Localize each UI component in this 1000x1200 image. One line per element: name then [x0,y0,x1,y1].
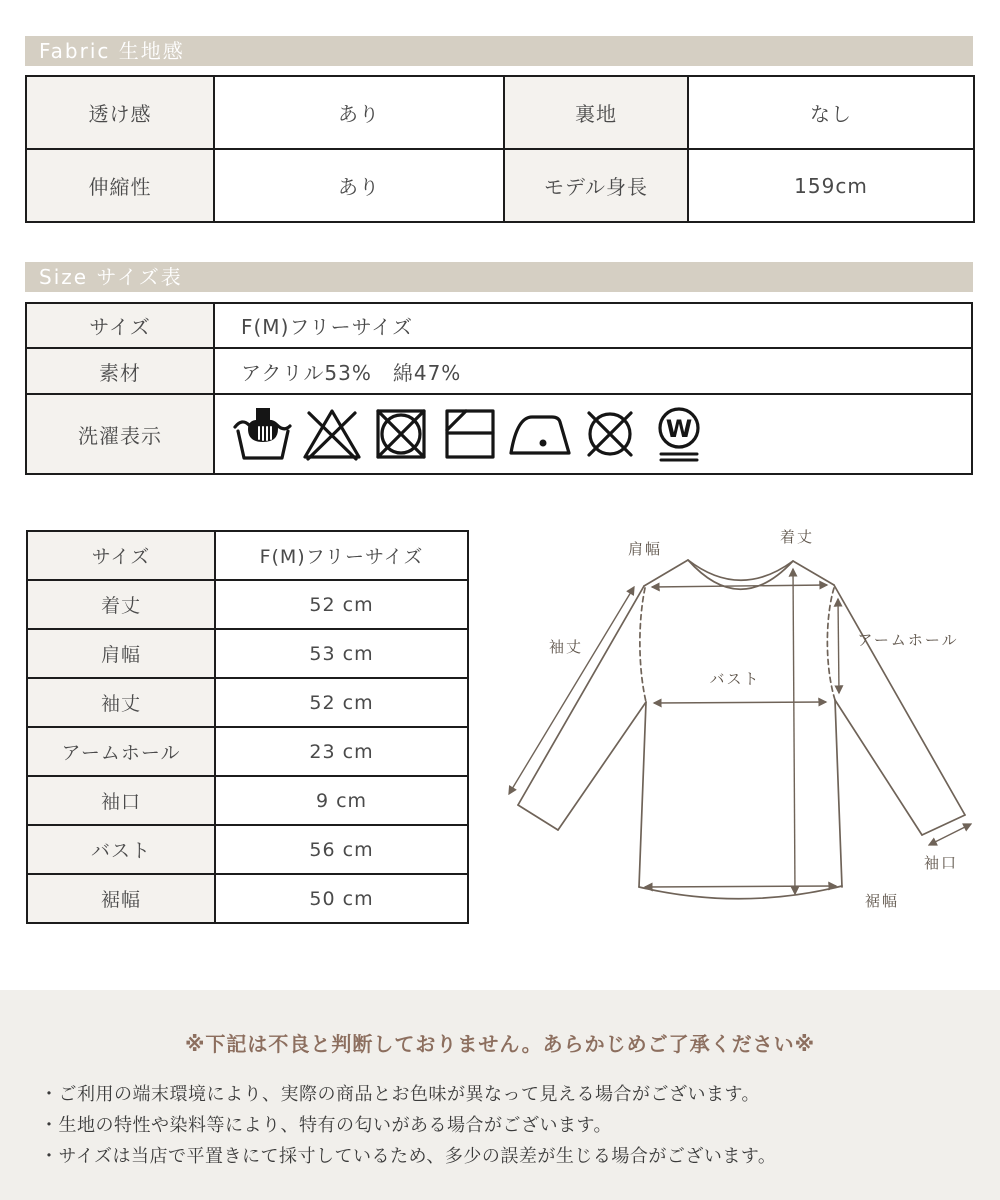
flat-dry-in-shade-icon [438,402,502,466]
measure-label-sleeve: 袖丈 [27,678,215,727]
measure-label-shoulder: 肩幅 [27,629,215,678]
table-row [27,629,468,678]
notice-item-color: ・ご利用の端末環境により、実際の商品とお色味が異なって見える場合がございます。 [40,1084,761,1105]
measure-header-label: サイズ [27,531,215,580]
garment-diagram-svg [488,512,988,942]
material-label: 素材 [26,348,214,394]
table-row [27,531,468,580]
do-not-tumble-dry-icon [369,402,433,466]
table-row [26,76,974,149]
measure-label-bust: バスト [27,825,215,874]
table-row [27,580,468,629]
table-row [27,727,468,776]
care-label: 洗濯表示 [26,394,214,474]
table-row [27,825,468,874]
notice-item-smell: ・生地の特性や染料等により、特有の匂いがある場合がございます。 [40,1115,613,1136]
measure-label-cuff: 袖口 [27,776,215,825]
measurement-table [26,530,469,924]
measure-value-shoulder: 53 cm [215,629,468,678]
do-not-dry-clean-icon [578,402,642,466]
diagram-label-sleeve-length: 袖丈 [548,638,584,656]
measure-value-cuff: 9 cm [215,776,468,825]
diagram-label-shoulder-width: 肩幅 [627,540,663,558]
measure-label-armhole: アームホール [27,727,215,776]
fabric-label-model-height: モデル身長 [504,149,688,222]
diagram-label-cuff: 袖口 [923,854,959,872]
fabric-value-sheerness: あり [214,76,504,149]
table-row [27,776,468,825]
care-symbols-cell [214,394,972,474]
wet-cleaning-gentle-icon [647,402,711,466]
garment-outline [518,560,965,899]
table-row [27,678,468,727]
fabric-label-stretch: 伸縮性 [26,149,214,222]
notice-heading: ※下記は不良と判断しておりません。あらかじめご了承ください※ [184,1032,816,1056]
table-row [26,394,972,474]
diagram-label-bust: バスト [709,670,761,688]
hand-wash-icon [231,402,295,466]
measure-header-value: F(M)フリーサイズ [215,531,468,580]
diagram-label-hem-width: 裾幅 [865,892,900,910]
measure-label-length: 着丈 [27,580,215,629]
measure-value-sleeve: 52 cm [215,678,468,727]
table-row [27,874,468,923]
fabric-value-model-height: 159cm [688,149,974,222]
notice-items [40,1079,1000,1172]
svg-text:W: W [665,415,693,443]
table-row [26,149,974,222]
care-icons-row [231,402,971,466]
measure-value-armhole: 23 cm [215,727,468,776]
fabric-label-lining: 裏地 [504,76,688,149]
table-row [26,303,972,348]
fabric-table [25,75,975,223]
notice-item-size-error: ・サイズは当店で平置きにて採寸しているため、多少の誤差が生じる場合がございます。 [40,1146,777,1167]
notice-section [0,990,1000,1200]
dimension-arrows [509,569,971,894]
measure-value-bust: 56 cm [215,825,468,874]
size-section-header: Size サイズ表 [25,262,973,292]
do-not-bleach-icon [300,402,364,466]
size-value: F(M)フリーサイズ [214,303,972,348]
material-value: アクリル53% 綿47% [214,348,972,394]
fabric-section-header: Fabric 生地感 [25,36,973,66]
fabric-value-lining: なし [688,76,974,149]
garment-measurement-diagram [488,512,988,942]
table-row [26,348,972,394]
measure-value-hem: 50 cm [215,874,468,923]
diagram-label-armhole: アームホール [857,631,959,649]
measure-value-length: 52 cm [215,580,468,629]
size-label: サイズ [26,303,214,348]
size-table [25,302,973,475]
fabric-label-sheerness: 透け感 [26,76,214,149]
measure-label-hem: 裾幅 [27,874,215,923]
iron-low-heat-icon [507,402,573,466]
fabric-value-stretch: あり [214,149,504,222]
diagram-label-length: 着丈 [779,528,815,546]
